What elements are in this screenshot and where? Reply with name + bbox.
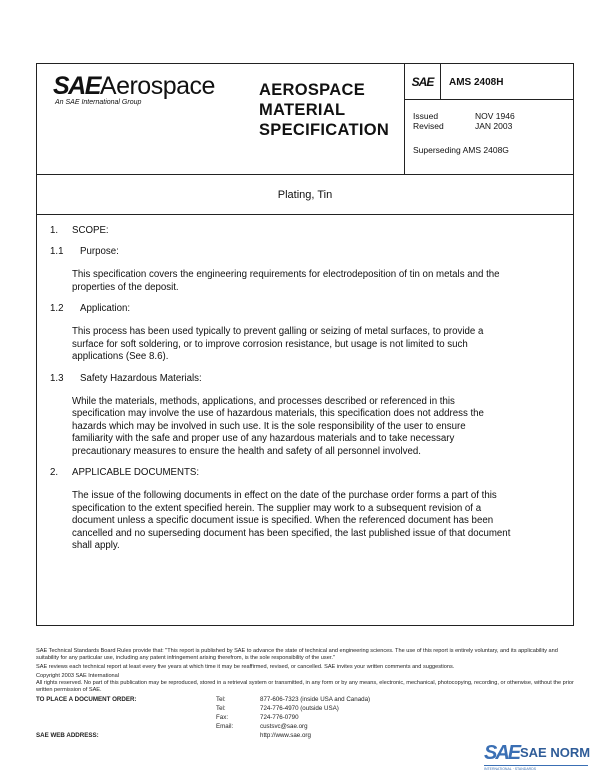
- title-line-1: AEROSPACE: [259, 81, 365, 99]
- document-type-title: [259, 80, 409, 140]
- section-number: 1.: [50, 225, 59, 236]
- revised-label: Revised: [413, 121, 444, 131]
- footer-rights: All rights reserved. No part of this publication may be reproduced, stored in a retrieval system or transmitted, in any form or by any means, electronic, mechanical, photocopying, recording, or otherwise, without the prior written permission of SAE.: [36, 680, 574, 693]
- logo-subtitle: An SAE International Group: [55, 99, 142, 106]
- web-value[interactable]: http://www.sae.org: [260, 732, 311, 739]
- section-1-2-text: This process has been used typically to prevent galling or seizing of metal surfaces, to provide a surface for soft soldering, or to improve corrosion resistance, but usage is not limited to such applications (See 8.6).: [72, 326, 484, 362]
- sae-norm-underline: [484, 765, 588, 766]
- sae-aerospace-logo: [53, 74, 215, 99]
- superseding-note: Superseding AMS 2408G: [413, 145, 509, 155]
- logo-sae-text: SAE: [53, 72, 100, 100]
- contact-row-tel2: [36, 705, 574, 714]
- footer-copyright: Copyright 2003 SAE International: [36, 673, 120, 679]
- contact-row-email: [36, 723, 574, 732]
- section-title: Application:: [80, 303, 131, 314]
- fax-value: 724-776-0790: [260, 714, 299, 721]
- section-1-3-text: While the materials, methods, applications, and processes described or referenced in this specification may involve the use of hazardous materials, this specification does not address the hazards which may be involved in such use. It is the sole responsibility of the user to ensure familiarity with the safe and proper use of any hazardous materials and to take necessary precautionary measures to ensure the health and safety of all personnel involved.: [72, 395, 484, 457]
- tel1-label: Tel:: [216, 696, 226, 703]
- section-title: Purpose:: [80, 246, 119, 257]
- section-title: SCOPE:: [72, 225, 109, 236]
- logo-cell: [37, 64, 257, 174]
- section-1-3-heading: [50, 373, 560, 386]
- document-frame: [36, 63, 574, 626]
- revised-value: JAN 2003: [475, 121, 513, 131]
- sae-norm-watermark-logo: [484, 742, 590, 772]
- section-2-heading: [50, 467, 560, 480]
- document-body: [50, 225, 560, 553]
- doc-info-column: [404, 64, 573, 174]
- section-1-2-heading: [50, 303, 560, 316]
- section-title: APPLICABLE DOCUMENTS:: [72, 467, 200, 478]
- page-footer: [36, 648, 574, 741]
- section-1-1-heading: [50, 246, 560, 259]
- email-value[interactable]: custsvc@sae.org: [260, 723, 308, 730]
- order-label: TO PLACE A DOCUMENT ORDER:: [36, 696, 137, 703]
- fax-label: Fax:: [216, 714, 229, 721]
- footer-rules: SAE Technical Standards Board Rules provide that: "This report is published by SAE to advance the state of technical and engineering sciences. The use of this report is entirely voluntary, and its applicability and suitability for any particular use, including any patent infringement arising therefrom, is the sole responsibility of the user.": [36, 648, 558, 661]
- issue-dates: [413, 111, 515, 155]
- header: [37, 64, 573, 175]
- issued-label: Issued: [413, 111, 439, 121]
- section-title: Safety Hazardous Materials:: [80, 372, 202, 384]
- footer-review: SAE reviews each technical report at least every five years at which time it may be reaffirmed, revised, or cancelled. SAE invites your written comments and suggestions.: [36, 664, 455, 670]
- contact-row-fax: [36, 714, 574, 723]
- issued-value: NOV 1946: [475, 111, 515, 121]
- sae-mini-logo: SAE: [405, 64, 441, 100]
- logo-aerospace-text: Aerospace: [99, 72, 215, 100]
- document-number: AMS 2408H: [441, 64, 574, 100]
- email-label: Email:: [216, 723, 234, 730]
- web-label: SAE WEB ADDRESS:: [36, 732, 99, 739]
- contact-row-tel1: [36, 696, 574, 705]
- section-2-text: The issue of the following documents in effect on the date of the purchase order forms a part of this specification to the extent specified herein. The supplier may work to a subsequent revision of a document unless a specific document issue is specified. When the referenced document has been cancelled and no superseding document has been specified, the last published issue of that document shall apply.: [72, 490, 511, 551]
- tel2-value: 724-776-4970 (outside USA): [260, 705, 339, 712]
- document-subject: Plating, Tin: [37, 175, 573, 215]
- tel2-label: Tel:: [216, 705, 226, 712]
- tel1-value: 877-606-7323 (inside USA and Canada): [260, 696, 371, 703]
- sae-norm-tagline: INTERNATIONAL · STANDARDS: [484, 767, 537, 771]
- section-number: 1.3: [50, 372, 64, 384]
- contact-row-web: [36, 732, 574, 741]
- section-number: 1.1: [50, 246, 64, 257]
- section-number: 2.: [50, 467, 59, 478]
- section-1-heading: [50, 225, 560, 238]
- sae-norm-mark: SAE: [484, 742, 520, 764]
- section-1-1-text: This specification covers the engineering requirements for electrodeposition of tin on metals and the properties of the deposit.: [72, 269, 500, 293]
- title-line-3: SPECIFICATION: [259, 121, 390, 139]
- title-line-2: MATERIAL: [259, 101, 346, 119]
- sae-norm-word: SAE NORM: [520, 745, 591, 760]
- section-number: 1.2: [50, 303, 64, 314]
